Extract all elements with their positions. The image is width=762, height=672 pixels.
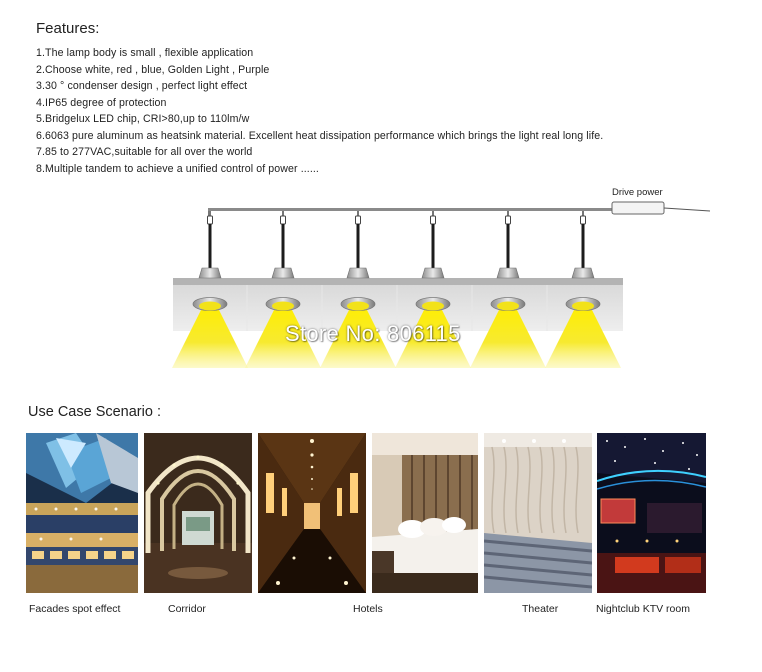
lamp-cable	[209, 224, 212, 268]
lamp-lens	[347, 302, 369, 311]
lamp-cable	[282, 224, 285, 268]
caption-facades: Facades spot effect	[29, 603, 121, 615]
feature-item: 6.6063 pure aluminum as heatsink material. Excellent heat dissipation performance which brings the light real long life.	[36, 129, 604, 142]
feature-item: 3.30 ° condenser design , perfect light effect	[36, 80, 248, 92]
caption-theater: Theater	[522, 603, 559, 615]
bus-wire	[208, 208, 616, 211]
caption-nightclub: Nightclub KTV room	[596, 603, 690, 615]
lamp-cable	[507, 224, 510, 268]
hotel-corridor-photo	[258, 433, 366, 593]
lamp-lens	[422, 302, 444, 311]
wire-connector	[356, 216, 361, 224]
wiring-diagram	[0, 185, 762, 385]
nightclub-photo	[597, 433, 706, 593]
caption-corridor: Corridor	[168, 603, 206, 615]
store-watermark: Store No: 806115	[285, 321, 461, 346]
feature-item: 5.Bridgelux LED chip, CRI>80,up to 110lm/w	[36, 113, 250, 125]
feature-item: 7.85 to 277VAC,suitable for all over the world	[36, 146, 253, 158]
lamp-lens	[497, 302, 519, 311]
feature-item: 4.IP65 degree of protection	[36, 96, 167, 109]
lamp-housing	[422, 268, 444, 278]
lamp-housing	[199, 268, 221, 278]
drive-power-box	[612, 202, 710, 214]
features-title: Features:	[36, 20, 100, 37]
lamp-cable	[432, 224, 435, 268]
facades-photo	[26, 433, 138, 593]
lamp-cable	[357, 224, 360, 268]
theater-photo	[484, 433, 592, 593]
wire-connector	[208, 216, 213, 224]
caption-hotels: Hotels	[353, 603, 383, 615]
lamp-housing	[347, 268, 369, 278]
features-list	[36, 45, 603, 177]
lamp-housing	[572, 268, 594, 278]
feature-item: 8.Multiple tandem to achieve a unified control of power ......	[36, 162, 319, 175]
corridor-photo	[144, 433, 252, 593]
wire-connector	[581, 216, 586, 224]
wire-connector	[506, 216, 511, 224]
feature-item: 1.The lamp body is small , flexible application	[36, 47, 254, 59]
wire-connector	[281, 216, 286, 224]
lamp-housing	[272, 268, 294, 278]
lamp-cable	[582, 224, 585, 268]
wire-connector	[431, 216, 436, 224]
lamp-lens	[572, 302, 594, 311]
ceiling-panel	[173, 278, 623, 285]
lamp-lens	[199, 302, 221, 311]
drive-power-label: Drive power	[612, 187, 663, 198]
lamp-housing	[497, 268, 519, 278]
lamp-lens	[272, 302, 294, 311]
hotel-room-photo	[372, 433, 478, 593]
feature-item: 2.Choose white, red , blue, Golden Light , Purple	[36, 63, 270, 76]
use-case-title: Use Case Scenario :	[28, 404, 161, 420]
